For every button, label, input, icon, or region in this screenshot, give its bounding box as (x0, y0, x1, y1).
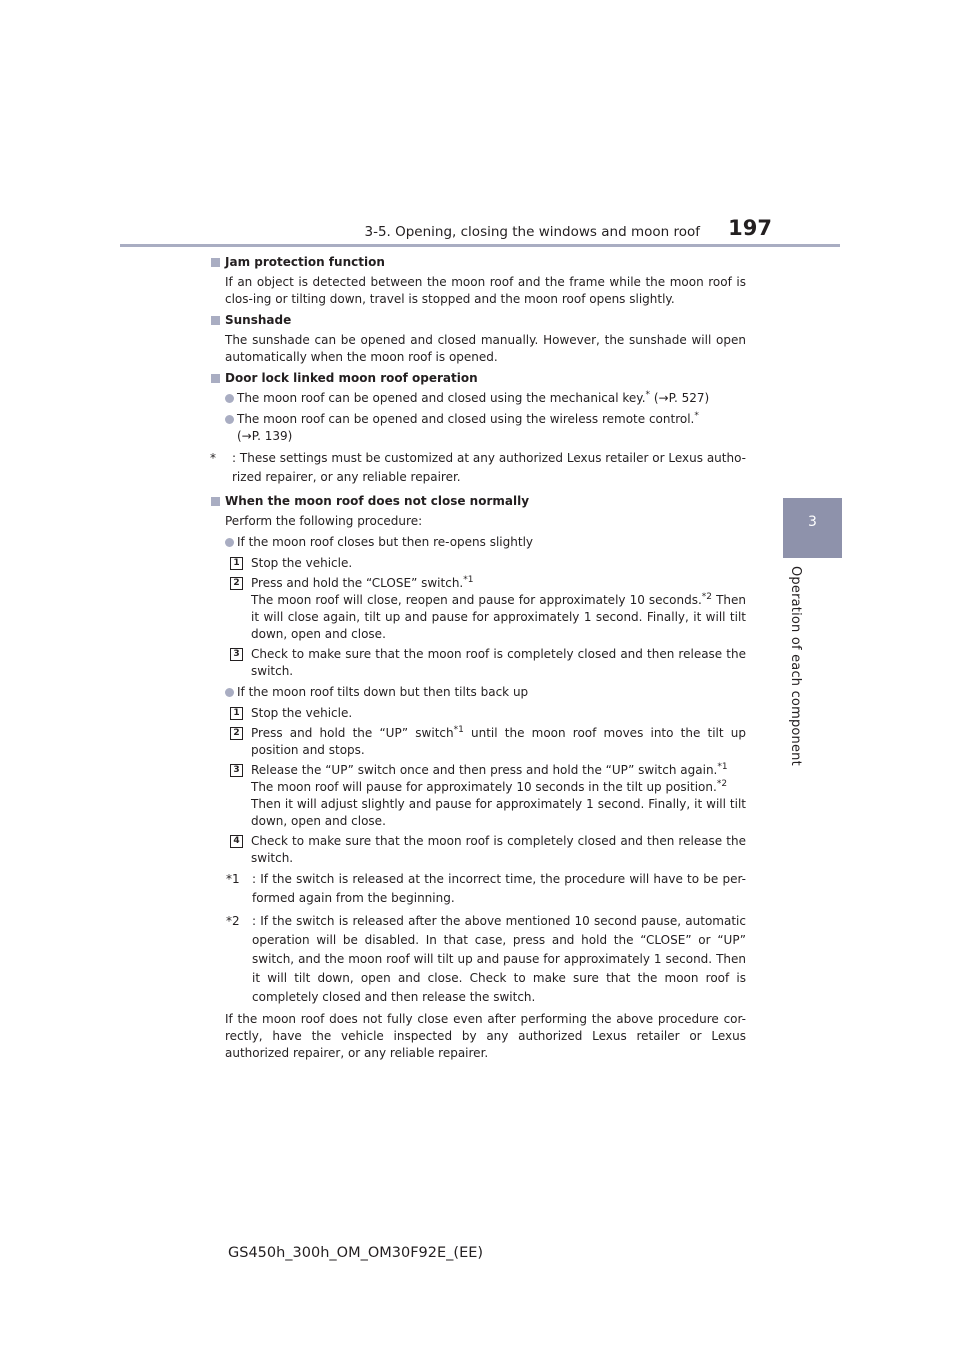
page-content (210, 254, 746, 1066)
section-not-close-normally (210, 493, 746, 1062)
step-item: 1 Stop the vehicle. (210, 555, 746, 572)
header-rule (120, 244, 840, 247)
section-door-lock-linked (210, 370, 746, 487)
section-heading: Jam protection function (210, 254, 746, 271)
page-reference: (→P. 139) (237, 429, 293, 443)
step-number-badge: 4 (230, 835, 243, 848)
list-item: The moon roof can be opened and closed using the wireless remote control.* (→P. 139) (210, 411, 746, 445)
chapter-number: 3 (808, 514, 817, 530)
circle-bullet-icon (225, 415, 234, 424)
square-bullet-icon (211, 497, 220, 506)
step-number-badge: 1 (230, 557, 243, 570)
paragraph: The sunshade can be opened and closed manually. However, the sunshade will open automatically when the moon roof is opened. (225, 333, 746, 364)
step-item: 4 Check to make sure that the moon roof is completely closed and then release the switch. (210, 833, 746, 867)
chapter-title-vertical (783, 566, 803, 766)
footnote: *1 : If the switch is released at the incorrect time, the procedure will have to be per-formed again from the beginning. (226, 872, 746, 905)
step-item: 1 Stop the vehicle. (210, 705, 746, 722)
chapter-tab (783, 498, 842, 558)
step-number-badge: 3 (230, 764, 243, 777)
circle-bullet-icon (225, 538, 234, 547)
square-bullet-icon (211, 316, 220, 325)
paragraph: If an object is detected between the moon roof and the frame while the moon roof is clos-ing or tilting down, travel is stopped and the moon roof opens slightly. (225, 275, 746, 306)
footnote: *2 : If the switch is released after the above mentioned 10 second pause, automatic operation will be disabled. In that case, press and hold the “CLOSE” or “UP” switch, and the moon roof will tilt up and pause for approximately 1 second. Then it will tilt down, open and close. Check to make sure that the moon roof is completely closed and then release the switch. (226, 914, 746, 1004)
page-header (120, 210, 840, 250)
list-item: The moon roof can be opened and closed using the mechanical key.* (→P. 527) (210, 390, 746, 407)
circle-bullet-icon (225, 394, 234, 403)
section-heading: When the moon roof does not close normally (210, 493, 746, 510)
section-jam-protection (210, 254, 746, 308)
paragraph: If the moon roof does not fully close even after performing the above procedure cor-rectly, have the vehicle inspected by any authorized Lexus retailer or Lexus authorized repairer, or any reliable repairer. (225, 1012, 746, 1060)
chapter-title: Operation of each component (788, 566, 803, 766)
list-item: If the moon roof closes but then re-opens slightly (210, 534, 746, 551)
step-item: 2 Press and hold the “CLOSE” switch.$^{*1}$ The moon roof will close, reopen and pause for approximately 10 seconds.$^{*2}$ Then it will close again, tilt up and pause for approximately 1 second. Finally, it will tilt down, open and close. (210, 575, 746, 643)
step-number-badge: 3 (230, 648, 243, 661)
section-heading: Sunshade (210, 312, 746, 329)
document-code: GS450h_300h_OM_OM30F92E_(EE) (228, 1245, 484, 1261)
list-item: If the moon roof tilts down but then tilts back up (210, 684, 746, 701)
step-item: 3 Release the “UP” switch once and then press and hold the “UP” switch again.$^{*1}$ The moon roof will pause for approximately 10 seconds in the tilt up position.$^{*2}$ Then it will adjust slightly and pause for approximately 1 second. Finally, it will tilt down, open and close. (210, 762, 746, 830)
page-number: 197 (728, 216, 772, 240)
section-heading: Door lock linked moon roof operation (210, 370, 746, 387)
step-number-badge: 2 (230, 577, 243, 590)
step-number-badge: 1 (230, 707, 243, 720)
section-sunshade (210, 312, 746, 366)
step-item: 2 Press and hold the “UP” switch$^{*1}$ until the moon roof moves into the tilt up position and stops. (210, 725, 746, 759)
page-reference: (→P. 527) (653, 391, 710, 405)
step-number-badge: 2 (230, 727, 243, 740)
header-title: 3-5. Opening, closing the windows and moon roof (364, 224, 700, 240)
square-bullet-icon (211, 374, 220, 383)
footnote: * : These settings must be customized at any authorized Lexus retailer or Lexus autho-rized repairer, or any reliable repairer. (210, 451, 746, 484)
step-item: 3 Check to make sure that the moon roof is completely closed and then release the switch. (210, 646, 746, 680)
circle-bullet-icon (225, 688, 234, 697)
square-bullet-icon (211, 258, 220, 267)
paragraph: Perform the following procedure: (225, 514, 423, 528)
